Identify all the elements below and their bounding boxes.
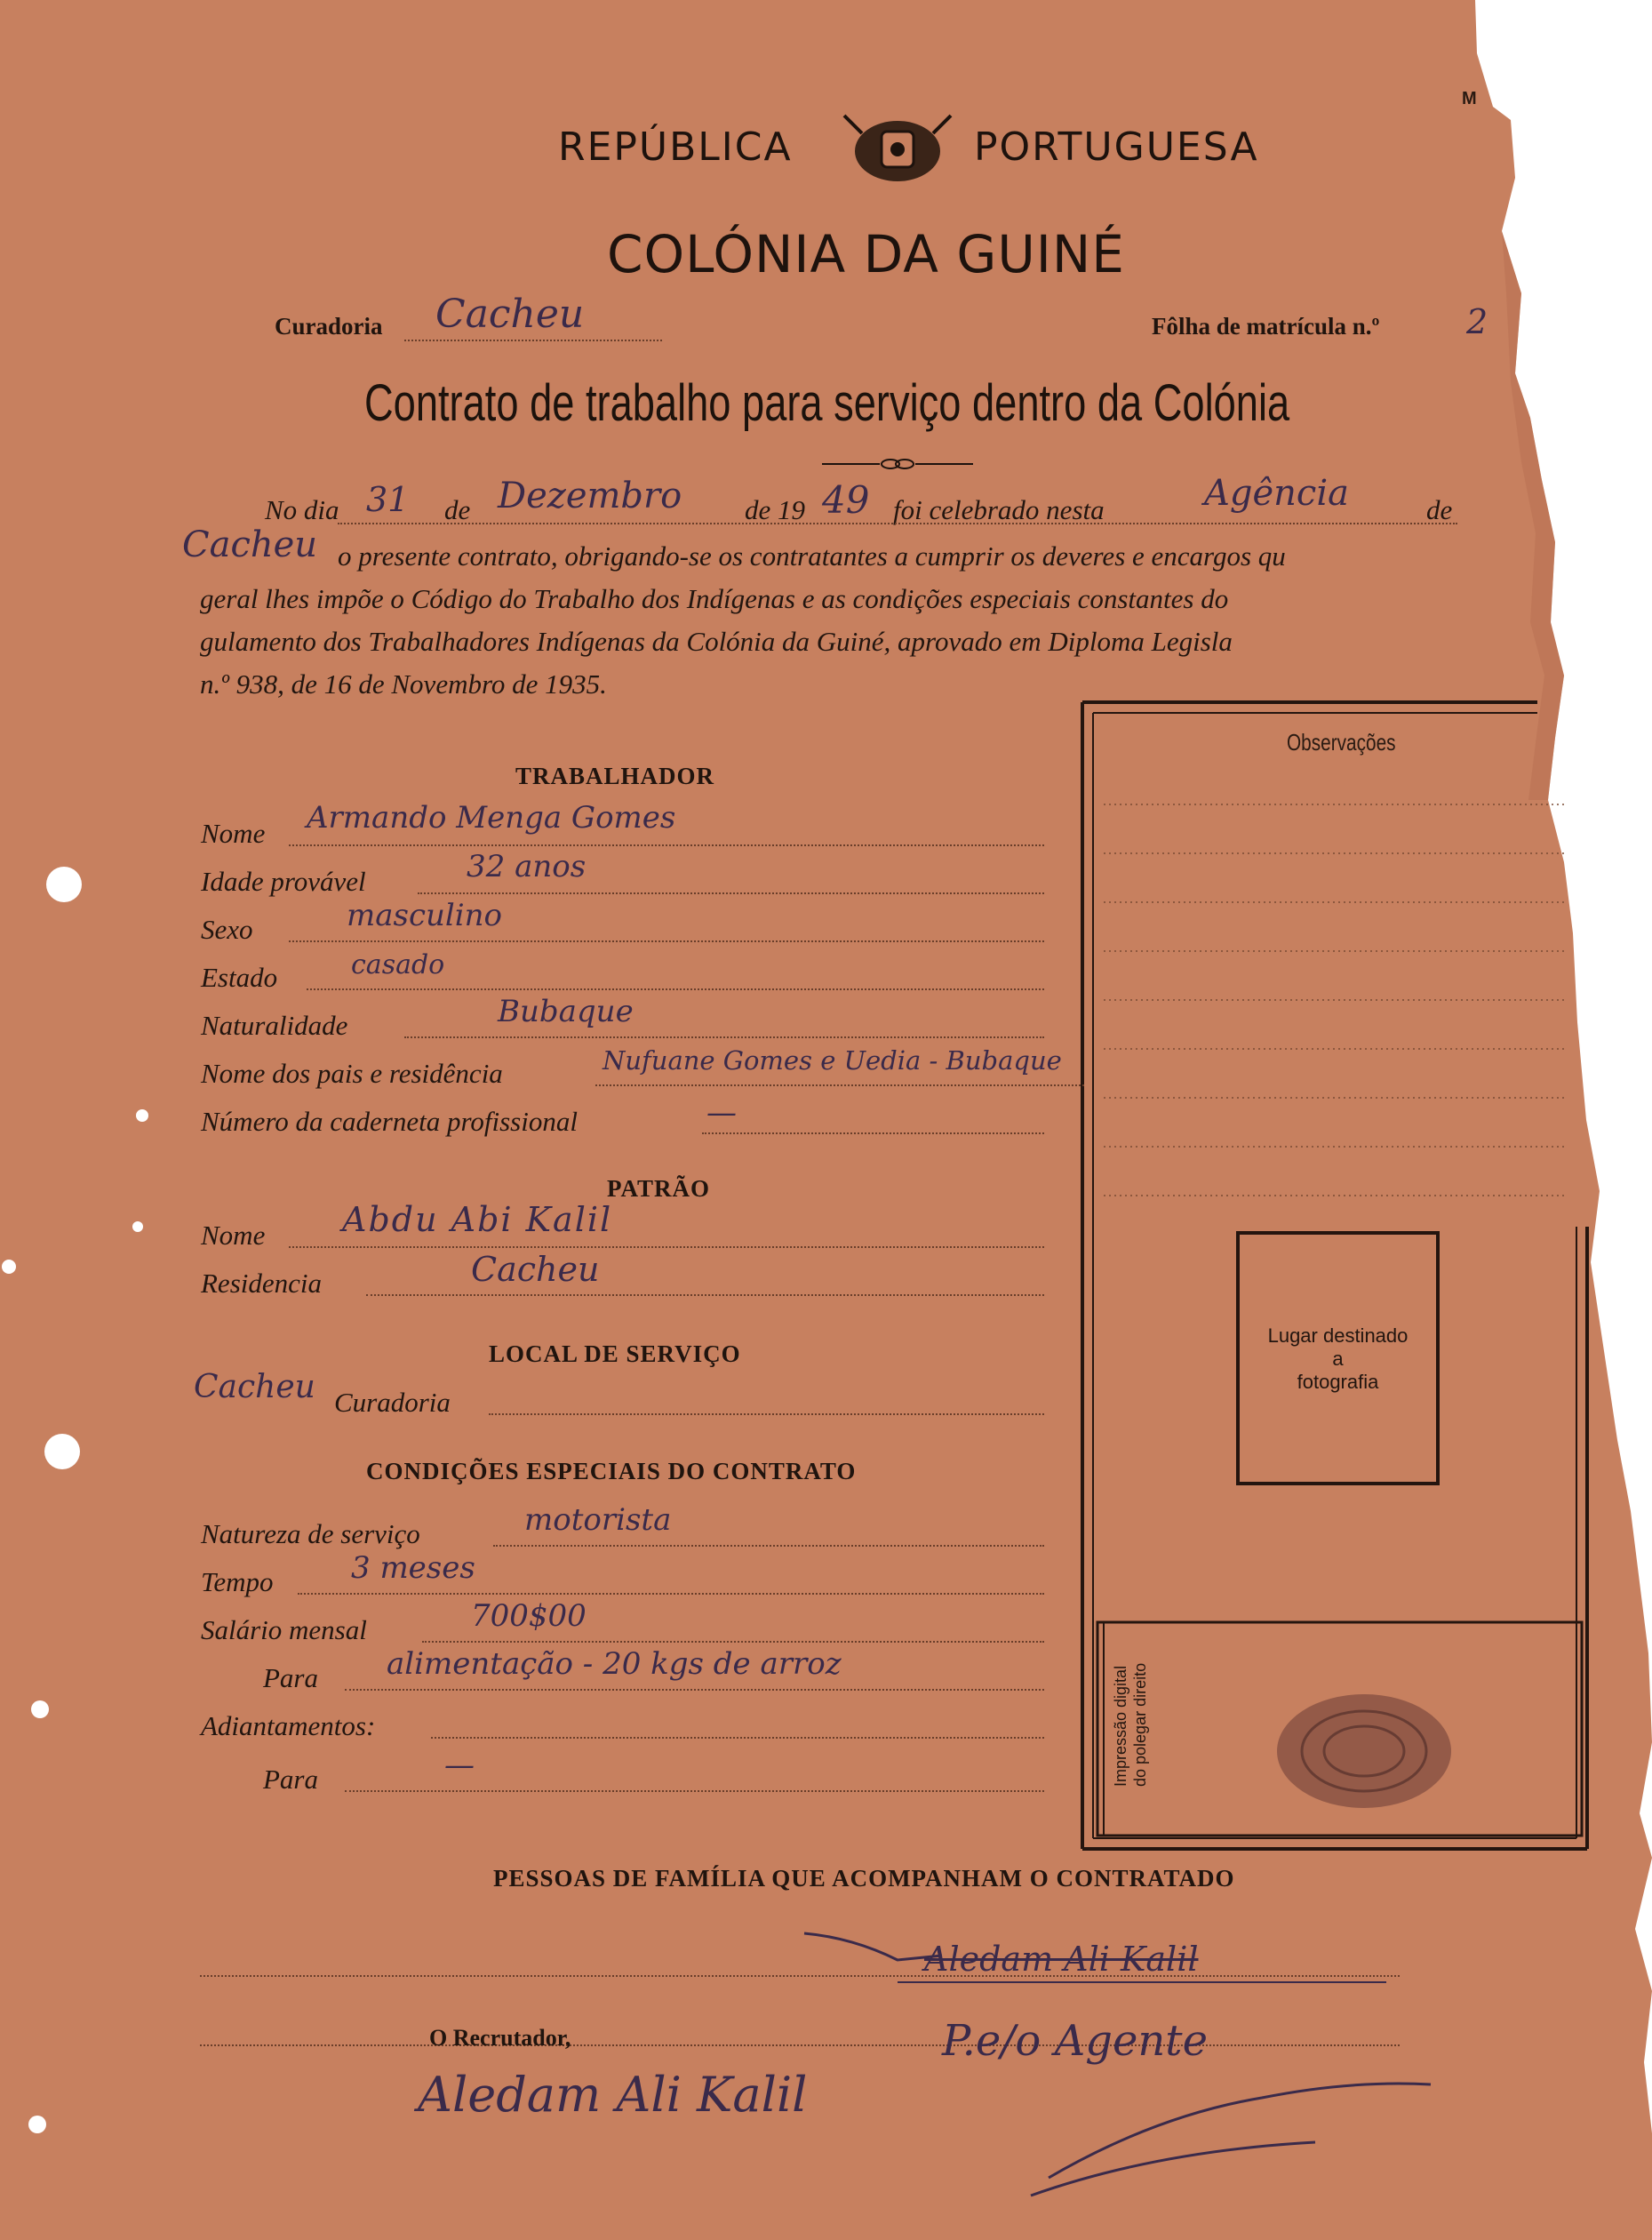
republic-right: PORTUGUESA xyxy=(974,124,1259,170)
photo-placeholder xyxy=(1238,1324,1438,1394)
cond-para1-label: Para xyxy=(263,1662,318,1693)
intro-year: 49 xyxy=(822,478,870,522)
cond-natureza-label: Natureza de serviço xyxy=(201,1518,420,1549)
patrao-res-label: Residencia xyxy=(201,1268,323,1299)
curadoria-label: Curadoria xyxy=(275,313,383,340)
trab-idade-value: 32 anos xyxy=(467,849,587,884)
cond-para1-value: alimentação - 20 kgs de arroz xyxy=(387,1646,842,1682)
familia-crossed: Aledam Ali Kalil xyxy=(924,1940,1199,1979)
cond-tempo-value: 3 meses xyxy=(351,1550,475,1586)
observacoes-label: Observações xyxy=(1287,729,1396,756)
trab-idade-line xyxy=(418,892,1044,894)
trab-estado-line xyxy=(307,988,1044,990)
trab-nome-line xyxy=(289,844,1044,846)
recrutador-label: O Recrutador, xyxy=(429,2025,571,2051)
intro-day: 31 xyxy=(366,480,410,519)
trab-caderneta-label: Número da caderneta profissional xyxy=(201,1106,578,1137)
intro-line1: o presente contrato, obrigando-se os contratantes a cumprir os deveres e encargos qu xyxy=(338,540,1286,572)
recrutador-signature: Aledam Ali Kalil xyxy=(418,2067,808,2123)
trab-nome-value: Armando Menga Gomes xyxy=(307,800,676,836)
cond-adiant-line xyxy=(431,1737,1044,1739)
intro-no-dia: No dia xyxy=(265,494,339,525)
thumb-line2: do polegar direito xyxy=(1131,1662,1149,1787)
trab-natural-value: Bubaque xyxy=(498,994,634,1029)
trab-estado-label: Estado xyxy=(201,962,278,993)
trab-natural-label: Naturalidade xyxy=(201,1010,348,1041)
local-curadoria-line xyxy=(489,1413,1044,1415)
cond-tempo-label: Tempo xyxy=(201,1566,274,1597)
intro-line4: n.º 938, de 16 de Novembro de 1935. xyxy=(200,668,607,700)
patrao-nome-value: Abdu Abi Kalil xyxy=(342,1200,613,1239)
intro-month: Dezembro xyxy=(498,476,682,516)
trab-sexo-label: Sexo xyxy=(201,914,253,945)
patrao-res-line xyxy=(366,1294,1044,1296)
cond-natureza-line xyxy=(493,1545,1044,1547)
intro-place: Agência xyxy=(1204,473,1349,514)
curadoria-value: Cacheu xyxy=(435,292,585,337)
cond-para2-value: — xyxy=(444,1748,475,1783)
trab-nome-label: Nome xyxy=(201,818,266,849)
intro-dotted-line xyxy=(338,523,1457,524)
intro-line3: gulamento dos Trabalhadores Indígenas da Colónia da Guiné, aprovado em Diploma Legisla xyxy=(200,626,1233,657)
cond-salario-line xyxy=(422,1641,1044,1643)
thumb-label xyxy=(1111,1663,1150,1787)
familia-line1 xyxy=(200,1975,1400,1977)
colony-title: COLÓNIA DA GUINÉ xyxy=(607,224,1125,284)
cond-para2-line xyxy=(345,1790,1044,1792)
trab-idade-label: Idade provável xyxy=(201,866,366,897)
local-curadoria-label: Curadoria xyxy=(334,1387,451,1418)
intro-line2: geral lhes impõe o Código do Trabalho dos Indígenas e as condições especiais constantes do xyxy=(200,583,1229,614)
intro-place2: Cacheu xyxy=(182,524,318,565)
familia-heading: PESSOAS DE FAMÍLIA QUE ACOMPANHAM O CONTRATADO xyxy=(493,1865,1235,1892)
photo-line3: fotografia xyxy=(1297,1371,1379,1393)
republic-left: REPÚBLICA xyxy=(558,124,793,170)
familia-line2 xyxy=(200,2044,1400,2046)
curadoria-line xyxy=(404,340,662,341)
trab-sexo-line xyxy=(289,940,1044,942)
photo-line1: Lugar destinado xyxy=(1267,1324,1409,1347)
photo-line2: a xyxy=(1332,1348,1344,1370)
cond-para1-line xyxy=(345,1689,1044,1691)
trab-sexo-value: masculino xyxy=(347,898,503,933)
intro-de1: de xyxy=(444,494,471,525)
trab-caderneta-value: — xyxy=(706,1095,737,1131)
cond-tempo-line xyxy=(298,1593,1044,1595)
trab-pais-value: Nufuane Gomes e Uedia - Bubaque xyxy=(603,1045,1062,1076)
cond-salario-label: Salário mensal xyxy=(201,1614,367,1645)
trab-estado-value: casado xyxy=(351,949,445,980)
folha-value: 2 xyxy=(1466,302,1488,341)
trabalhador-heading: TRABALHADOR xyxy=(515,763,715,789)
patrao-heading: PATRÃO xyxy=(607,1175,710,1202)
intro-de3: de xyxy=(1426,494,1453,525)
patrao-nome-line xyxy=(289,1246,1044,1248)
condicoes-heading: CONDIÇÕES ESPECIAIS DO CONTRATO xyxy=(366,1458,857,1484)
intro-de2: de 19 xyxy=(745,494,806,525)
trab-natural-line xyxy=(404,1036,1044,1038)
folha-label: Fôlha de matrícula n.º xyxy=(1152,313,1380,340)
cond-salario-value: 700$00 xyxy=(471,1598,587,1634)
intro-foi: foi celebrado nesta xyxy=(893,494,1105,525)
trab-pais-line xyxy=(595,1084,1084,1086)
cond-adiant-label: Adiantamentos: xyxy=(201,1710,376,1741)
agent-signature: P.e/o Agente xyxy=(942,2016,1208,2066)
contract-title: Contrato de trabalho para serviço dentro da Colónia xyxy=(364,374,1290,432)
thumb-line1: Impressão digital xyxy=(1112,1665,1129,1787)
patrao-res-value: Cacheu xyxy=(471,1250,600,1289)
trab-caderneta-line xyxy=(702,1132,1044,1134)
page-mark: M xyxy=(1462,89,1477,108)
cond-natureza-value: motorista xyxy=(524,1502,672,1538)
patrao-nome-label: Nome xyxy=(201,1220,266,1251)
cond-para2-label: Para xyxy=(263,1764,318,1795)
trab-pais-label: Nome dos pais e residência xyxy=(201,1058,503,1089)
local-place-value: Cacheu xyxy=(194,1369,315,1405)
local-heading: LOCAL DE SERVIÇO xyxy=(489,1340,741,1367)
